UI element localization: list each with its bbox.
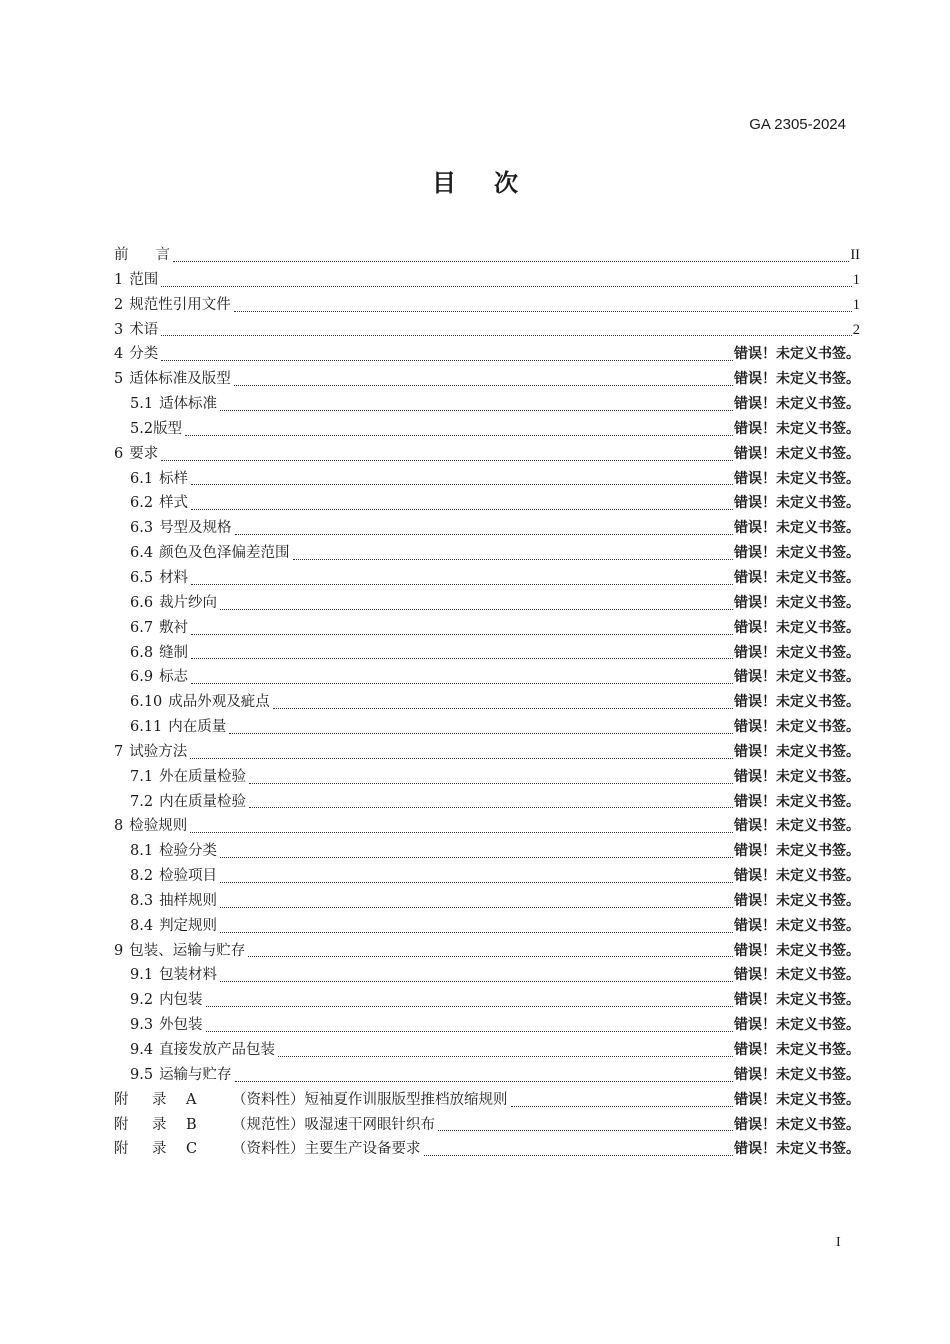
toc-entry[interactable] bbox=[114, 392, 860, 417]
toc-entry[interactable] bbox=[114, 516, 860, 541]
page-number: I bbox=[836, 1235, 841, 1250]
toc-entry-page: 错误！未定义书签。 bbox=[734, 520, 860, 537]
dot-leader bbox=[161, 286, 852, 287]
toc-entry-number: 3 bbox=[114, 321, 124, 338]
toc-entry-label bbox=[130, 1038, 275, 1059]
dot-leader bbox=[235, 534, 733, 535]
toc-entry-page: 错误！未定义书签。 bbox=[734, 992, 860, 1009]
appendix-letter: B bbox=[186, 1116, 197, 1133]
toc-entry[interactable] bbox=[114, 665, 860, 690]
toc-entry-number: 6.8 bbox=[130, 644, 154, 661]
toc-entry[interactable] bbox=[114, 1038, 860, 1063]
toc-entry[interactable] bbox=[114, 1063, 860, 1088]
appendix-word: 录 bbox=[152, 1116, 167, 1133]
toc-entry-page: 错误！未定义书签。 bbox=[734, 669, 860, 686]
toc-entry-label bbox=[130, 591, 217, 612]
toc-entry-text: 检验规则 bbox=[129, 818, 188, 835]
toc-entry-label bbox=[130, 889, 217, 910]
toc-entry-label bbox=[130, 765, 246, 786]
toc-entry-number: 6.5 bbox=[130, 569, 154, 586]
toc-entry-text: 要求 bbox=[129, 445, 159, 462]
toc-entry[interactable] bbox=[114, 342, 860, 367]
toc-entry-number: 7.2 bbox=[130, 793, 154, 810]
toc-entry[interactable] bbox=[114, 715, 860, 740]
toc-entry-page: 错误！未定义书签。 bbox=[734, 445, 860, 462]
toc-entry-page: 错误！未定义书签。 bbox=[734, 1017, 860, 1034]
toc-entry-page: 错误！未定义书签。 bbox=[734, 470, 860, 487]
toc-entry-text: 敷衬 bbox=[159, 619, 189, 636]
toc-entry-text: 裁片纱向 bbox=[159, 594, 218, 611]
standard-code: GA 2305-2024 bbox=[749, 116, 846, 133]
toc-entry-label bbox=[130, 665, 188, 686]
toc-entry-label bbox=[114, 268, 158, 289]
appendix-prefix: 附 bbox=[114, 1116, 129, 1133]
toc-entry[interactable] bbox=[114, 591, 860, 616]
toc-entry[interactable] bbox=[114, 566, 860, 591]
toc-entry-page: 错误！未定义书签。 bbox=[734, 793, 860, 810]
toc-entry-number: 6.9 bbox=[130, 669, 154, 686]
dot-leader bbox=[235, 1081, 733, 1082]
toc-entry[interactable] bbox=[114, 963, 860, 988]
toc-entry-label bbox=[130, 641, 188, 662]
toc-entry-number: 4 bbox=[114, 346, 124, 363]
toc-entry[interactable] bbox=[114, 1013, 860, 1038]
dot-leader bbox=[173, 261, 849, 262]
toc-entry-label bbox=[130, 914, 217, 935]
toc-entry-number: 5 bbox=[114, 371, 124, 388]
toc-entry-text: 外在质量检验 bbox=[159, 768, 247, 785]
toc-entry-label bbox=[130, 417, 182, 438]
toc-entry-text: 抽样规则 bbox=[159, 892, 218, 909]
dot-leader bbox=[161, 360, 733, 361]
dot-leader bbox=[161, 460, 733, 461]
toc-entry-text: 试验方法 bbox=[129, 743, 188, 760]
toc-entry-number: 6.3 bbox=[130, 520, 154, 537]
toc-entry-page: II bbox=[850, 247, 860, 263]
toc-entry[interactable] bbox=[114, 616, 860, 641]
dot-leader bbox=[248, 956, 733, 957]
dot-leader bbox=[424, 1155, 734, 1156]
toc-entry-label bbox=[130, 616, 188, 637]
appendix-type: （资料性） bbox=[232, 1141, 305, 1158]
toc-entry-label bbox=[114, 243, 170, 264]
dot-leader bbox=[191, 509, 733, 510]
toc-entry-number: 6.11 bbox=[130, 719, 163, 736]
appendix-letter: C bbox=[186, 1141, 198, 1158]
toc-entry[interactable] bbox=[114, 814, 860, 839]
toc-entry-page: 错误！未定义书签。 bbox=[734, 694, 860, 711]
dot-leader bbox=[206, 1006, 733, 1007]
toc-entry[interactable] bbox=[114, 318, 860, 343]
toc-entry-number: 9.4 bbox=[130, 1042, 154, 1058]
toc-entry[interactable] bbox=[114, 690, 860, 715]
toc-entry[interactable] bbox=[114, 641, 860, 666]
toc-entry-number: 8.1 bbox=[130, 843, 154, 860]
toc-entry-label bbox=[130, 566, 188, 587]
toc-entry-text: 包装材料 bbox=[159, 967, 218, 984]
dot-leader bbox=[273, 708, 733, 709]
toc-entry-text: 标志 bbox=[159, 669, 189, 686]
toc-entry-number: 9.3 bbox=[130, 1017, 154, 1034]
toc-entry-text: 内包装 bbox=[159, 992, 203, 1009]
toc-entry-number: 6.10 bbox=[130, 694, 163, 711]
toc-entry-number: 7.1 bbox=[130, 768, 154, 785]
dot-leader bbox=[220, 932, 733, 933]
toc-entry[interactable] bbox=[114, 467, 860, 492]
toc-entry-label bbox=[130, 491, 188, 512]
toc-entry-label bbox=[130, 988, 203, 1009]
dot-leader bbox=[234, 311, 852, 312]
toc-entry-page: 错误！未定义书签。 bbox=[734, 1066, 860, 1083]
toc-entry-page: 错误！未定义书签。 bbox=[734, 1116, 860, 1133]
toc-entry-page: 错误！未定义书签。 bbox=[734, 495, 860, 512]
toc-entry[interactable] bbox=[114, 417, 860, 442]
toc-entry-page: 错误！未定义书签。 bbox=[734, 868, 860, 885]
toc-entry-number: 5.1 bbox=[130, 396, 154, 413]
dot-leader bbox=[185, 435, 733, 436]
toc-entry-text: 内在质量检验 bbox=[159, 793, 247, 810]
toc-entry-number: 9.2 bbox=[130, 992, 154, 1009]
toc-entry-text: 范围 bbox=[129, 271, 159, 288]
dot-leader bbox=[293, 559, 733, 560]
toc-entry-label bbox=[130, 790, 246, 811]
appendix-word: 录 bbox=[152, 1141, 167, 1158]
toc-entry-number: 8.3 bbox=[130, 892, 154, 909]
toc-entry-page: 错误！未定义书签。 bbox=[734, 619, 860, 636]
toc-entry-page: 错误！未定义书签。 bbox=[734, 545, 860, 562]
toc-entry-label bbox=[114, 318, 158, 339]
toc-entry-text: 标样 bbox=[159, 470, 189, 487]
toc-entry-text: 号型及规格 bbox=[159, 520, 232, 537]
toc-entry-number: 6 bbox=[114, 445, 124, 462]
toc-entry-label bbox=[114, 293, 231, 314]
dot-leader bbox=[278, 1056, 733, 1057]
toc-entry[interactable] bbox=[114, 442, 860, 467]
toc-entry-text: 短袖夏作训服版型推档放缩规则 bbox=[304, 1091, 508, 1108]
dot-leader bbox=[206, 1031, 733, 1032]
toc-entry-text: 包装、运输与贮存 bbox=[129, 942, 246, 959]
table-of-contents bbox=[114, 243, 860, 1162]
toc-entry-page: 2 bbox=[852, 321, 860, 338]
toc-entry-text: 主要生产设备要求 bbox=[304, 1141, 421, 1158]
toc-entry[interactable] bbox=[114, 988, 860, 1013]
toc-entry-text: 判定规则 bbox=[159, 917, 218, 934]
toc-entry-label bbox=[114, 814, 187, 835]
toc-entry-number: 5.2 bbox=[130, 420, 154, 437]
toc-entry-text: 缝制 bbox=[159, 644, 189, 661]
toc-entry-text: 规范性引用文件 bbox=[129, 296, 231, 313]
toc-entry-page: 错误！未定义书签。 bbox=[734, 371, 860, 388]
toc-entry-text: 适体标准及版型 bbox=[129, 371, 231, 388]
toc-entry-label bbox=[130, 690, 270, 711]
toc-entry-page: 错误！未定义书签。 bbox=[734, 1091, 860, 1108]
toc-entry-number: 9.1 bbox=[130, 967, 154, 984]
dot-leader bbox=[220, 882, 733, 883]
dot-leader bbox=[190, 758, 733, 759]
toc-entry[interactable] bbox=[114, 939, 860, 964]
toc-entry-label bbox=[114, 1113, 435, 1134]
dot-leader bbox=[191, 584, 733, 585]
toc-entry[interactable] bbox=[114, 1137, 860, 1162]
toc-entry[interactable] bbox=[114, 293, 860, 318]
toc-entry-label bbox=[114, 740, 187, 761]
toc-entry[interactable] bbox=[114, 491, 860, 516]
toc-entry-number: 2 bbox=[114, 296, 124, 313]
dot-leader bbox=[220, 609, 733, 610]
toc-entry[interactable] bbox=[114, 243, 860, 268]
toc-entry-text: 外包装 bbox=[159, 1017, 203, 1034]
toc-entry-text: 检验分类 bbox=[159, 843, 218, 860]
appendix-prefix: 附 bbox=[114, 1091, 129, 1108]
toc-entry[interactable] bbox=[114, 864, 860, 889]
appendix-prefix: 附 bbox=[114, 1141, 129, 1158]
dot-leader bbox=[438, 1130, 733, 1131]
toc-entry[interactable] bbox=[114, 541, 860, 566]
dot-leader bbox=[249, 807, 733, 808]
toc-entry[interactable] bbox=[114, 790, 860, 815]
toc-entry-label bbox=[130, 392, 217, 413]
dot-leader bbox=[191, 634, 733, 635]
page-title: 目次 bbox=[432, 169, 556, 197]
toc-entry-text: 适体标准 bbox=[159, 396, 218, 413]
toc-entry-label bbox=[130, 516, 232, 537]
toc-entry-text: 吸湿速干网眼针织布 bbox=[304, 1116, 435, 1133]
toc-entry-number: 6.1 bbox=[130, 470, 154, 487]
toc-entry[interactable] bbox=[114, 367, 860, 392]
toc-entry-label bbox=[130, 864, 217, 885]
toc-entry-page: 错误！未定义书签。 bbox=[734, 346, 860, 363]
dot-leader bbox=[511, 1106, 734, 1107]
toc-entry-label bbox=[114, 1088, 508, 1109]
toc-entry[interactable] bbox=[114, 1088, 860, 1113]
appendix-type: （资料性） bbox=[232, 1091, 305, 1108]
toc-entry[interactable] bbox=[114, 268, 860, 293]
toc-entry-text: 直接发放产品包装 bbox=[159, 1042, 276, 1058]
toc-entry-label bbox=[130, 1013, 203, 1034]
toc-entry-number: 6.4 bbox=[130, 545, 154, 562]
toc-entry-text: 颜色及色泽偏差范围 bbox=[159, 545, 290, 562]
toc-entry[interactable] bbox=[114, 765, 860, 790]
toc-entry-page: 错误！未定义书签。 bbox=[734, 917, 860, 934]
toc-entry-label bbox=[114, 1137, 421, 1158]
toc-entry-number: 1 bbox=[114, 271, 124, 288]
toc-entry-number: 8.2 bbox=[130, 868, 154, 885]
toc-entry-label bbox=[114, 939, 245, 960]
toc-entry[interactable] bbox=[114, 889, 860, 914]
toc-entry-number: 9 bbox=[114, 942, 124, 959]
toc-entry-page: 错误！未定义书签。 bbox=[734, 569, 860, 586]
dot-leader bbox=[220, 410, 733, 411]
toc-entry-page: 错误！未定义书签。 bbox=[734, 818, 860, 835]
toc-entry-page: 错误！未定义书签。 bbox=[734, 768, 860, 785]
dot-leader bbox=[191, 658, 733, 659]
toc-entry-number: 6.6 bbox=[130, 594, 154, 611]
dot-leader bbox=[220, 857, 733, 858]
dot-leader bbox=[249, 783, 733, 784]
toc-entry-text: 检验项目 bbox=[159, 868, 218, 885]
toc-entry-page: 错误！未定义书签。 bbox=[734, 719, 860, 736]
dot-leader bbox=[191, 683, 733, 684]
toc-entry-label bbox=[130, 467, 188, 488]
toc-entry-label bbox=[130, 715, 226, 736]
toc-entry-page: 错误！未定义书签。 bbox=[734, 1141, 860, 1158]
dot-leader bbox=[191, 484, 733, 485]
toc-entry-page: 错误！未定义书签。 bbox=[734, 1042, 860, 1058]
toc-entry-number: 6.7 bbox=[130, 619, 154, 636]
toc-entry[interactable] bbox=[114, 839, 860, 864]
toc-entry[interactable] bbox=[114, 740, 860, 765]
toc-entry-text: 运输与贮存 bbox=[159, 1066, 232, 1083]
toc-entry-label bbox=[114, 367, 231, 388]
toc-entry-label bbox=[130, 839, 217, 860]
dot-leader bbox=[220, 907, 733, 908]
appendix-type: （规范性） bbox=[232, 1116, 305, 1133]
toc-entry-text: 术语 bbox=[129, 321, 159, 338]
toc-entry-page: 错误！未定义书签。 bbox=[734, 644, 860, 661]
toc-entry-page: 错误！未定义书签。 bbox=[734, 594, 860, 611]
toc-entry[interactable] bbox=[114, 1113, 860, 1138]
toc-entry-text: 分类 bbox=[129, 346, 159, 363]
toc-entry-label bbox=[114, 342, 158, 363]
toc-entry-number: 7 bbox=[114, 743, 124, 760]
toc-entry-text: 材料 bbox=[159, 569, 189, 586]
toc-entry-text: 内在质量 bbox=[168, 719, 227, 736]
dot-leader bbox=[234, 385, 733, 386]
toc-entry-text: 前言 bbox=[114, 247, 170, 263]
toc-entry-text: 版型 bbox=[153, 420, 183, 437]
appendix-word: 录 bbox=[152, 1091, 167, 1108]
appendix-letter: A bbox=[186, 1091, 197, 1108]
toc-entry-page: 1 bbox=[852, 296, 860, 313]
dot-leader bbox=[229, 733, 733, 734]
toc-entry-page: 错误！未定义书签。 bbox=[734, 843, 860, 860]
toc-entry-page: 错误！未定义书签。 bbox=[734, 743, 860, 760]
toc-entry-number: 6.2 bbox=[130, 495, 154, 512]
toc-entry-page: 错误！未定义书签。 bbox=[734, 967, 860, 984]
dot-leader bbox=[161, 335, 852, 336]
dot-leader bbox=[190, 832, 733, 833]
toc-entry-text: 样式 bbox=[159, 495, 189, 512]
toc-entry-number: 8.4 bbox=[130, 917, 154, 934]
toc-entry[interactable] bbox=[114, 914, 860, 939]
dot-leader bbox=[220, 981, 733, 982]
toc-entry-page: 错误！未定义书签。 bbox=[734, 396, 860, 413]
toc-entry-page: 错误！未定义书签。 bbox=[734, 942, 860, 959]
toc-entry-number: 9.5 bbox=[130, 1066, 154, 1083]
toc-entry-label bbox=[130, 963, 217, 984]
toc-entry-page: 错误！未定义书签。 bbox=[734, 892, 860, 909]
toc-entry-text: 成品外观及疵点 bbox=[168, 694, 270, 711]
toc-entry-label bbox=[130, 541, 290, 562]
toc-entry-page: 错误！未定义书签。 bbox=[734, 420, 860, 437]
toc-entry-number: 8 bbox=[114, 818, 124, 835]
toc-entry-label bbox=[114, 442, 158, 463]
toc-entry-page: 1 bbox=[852, 271, 860, 288]
toc-entry-label bbox=[130, 1063, 232, 1084]
